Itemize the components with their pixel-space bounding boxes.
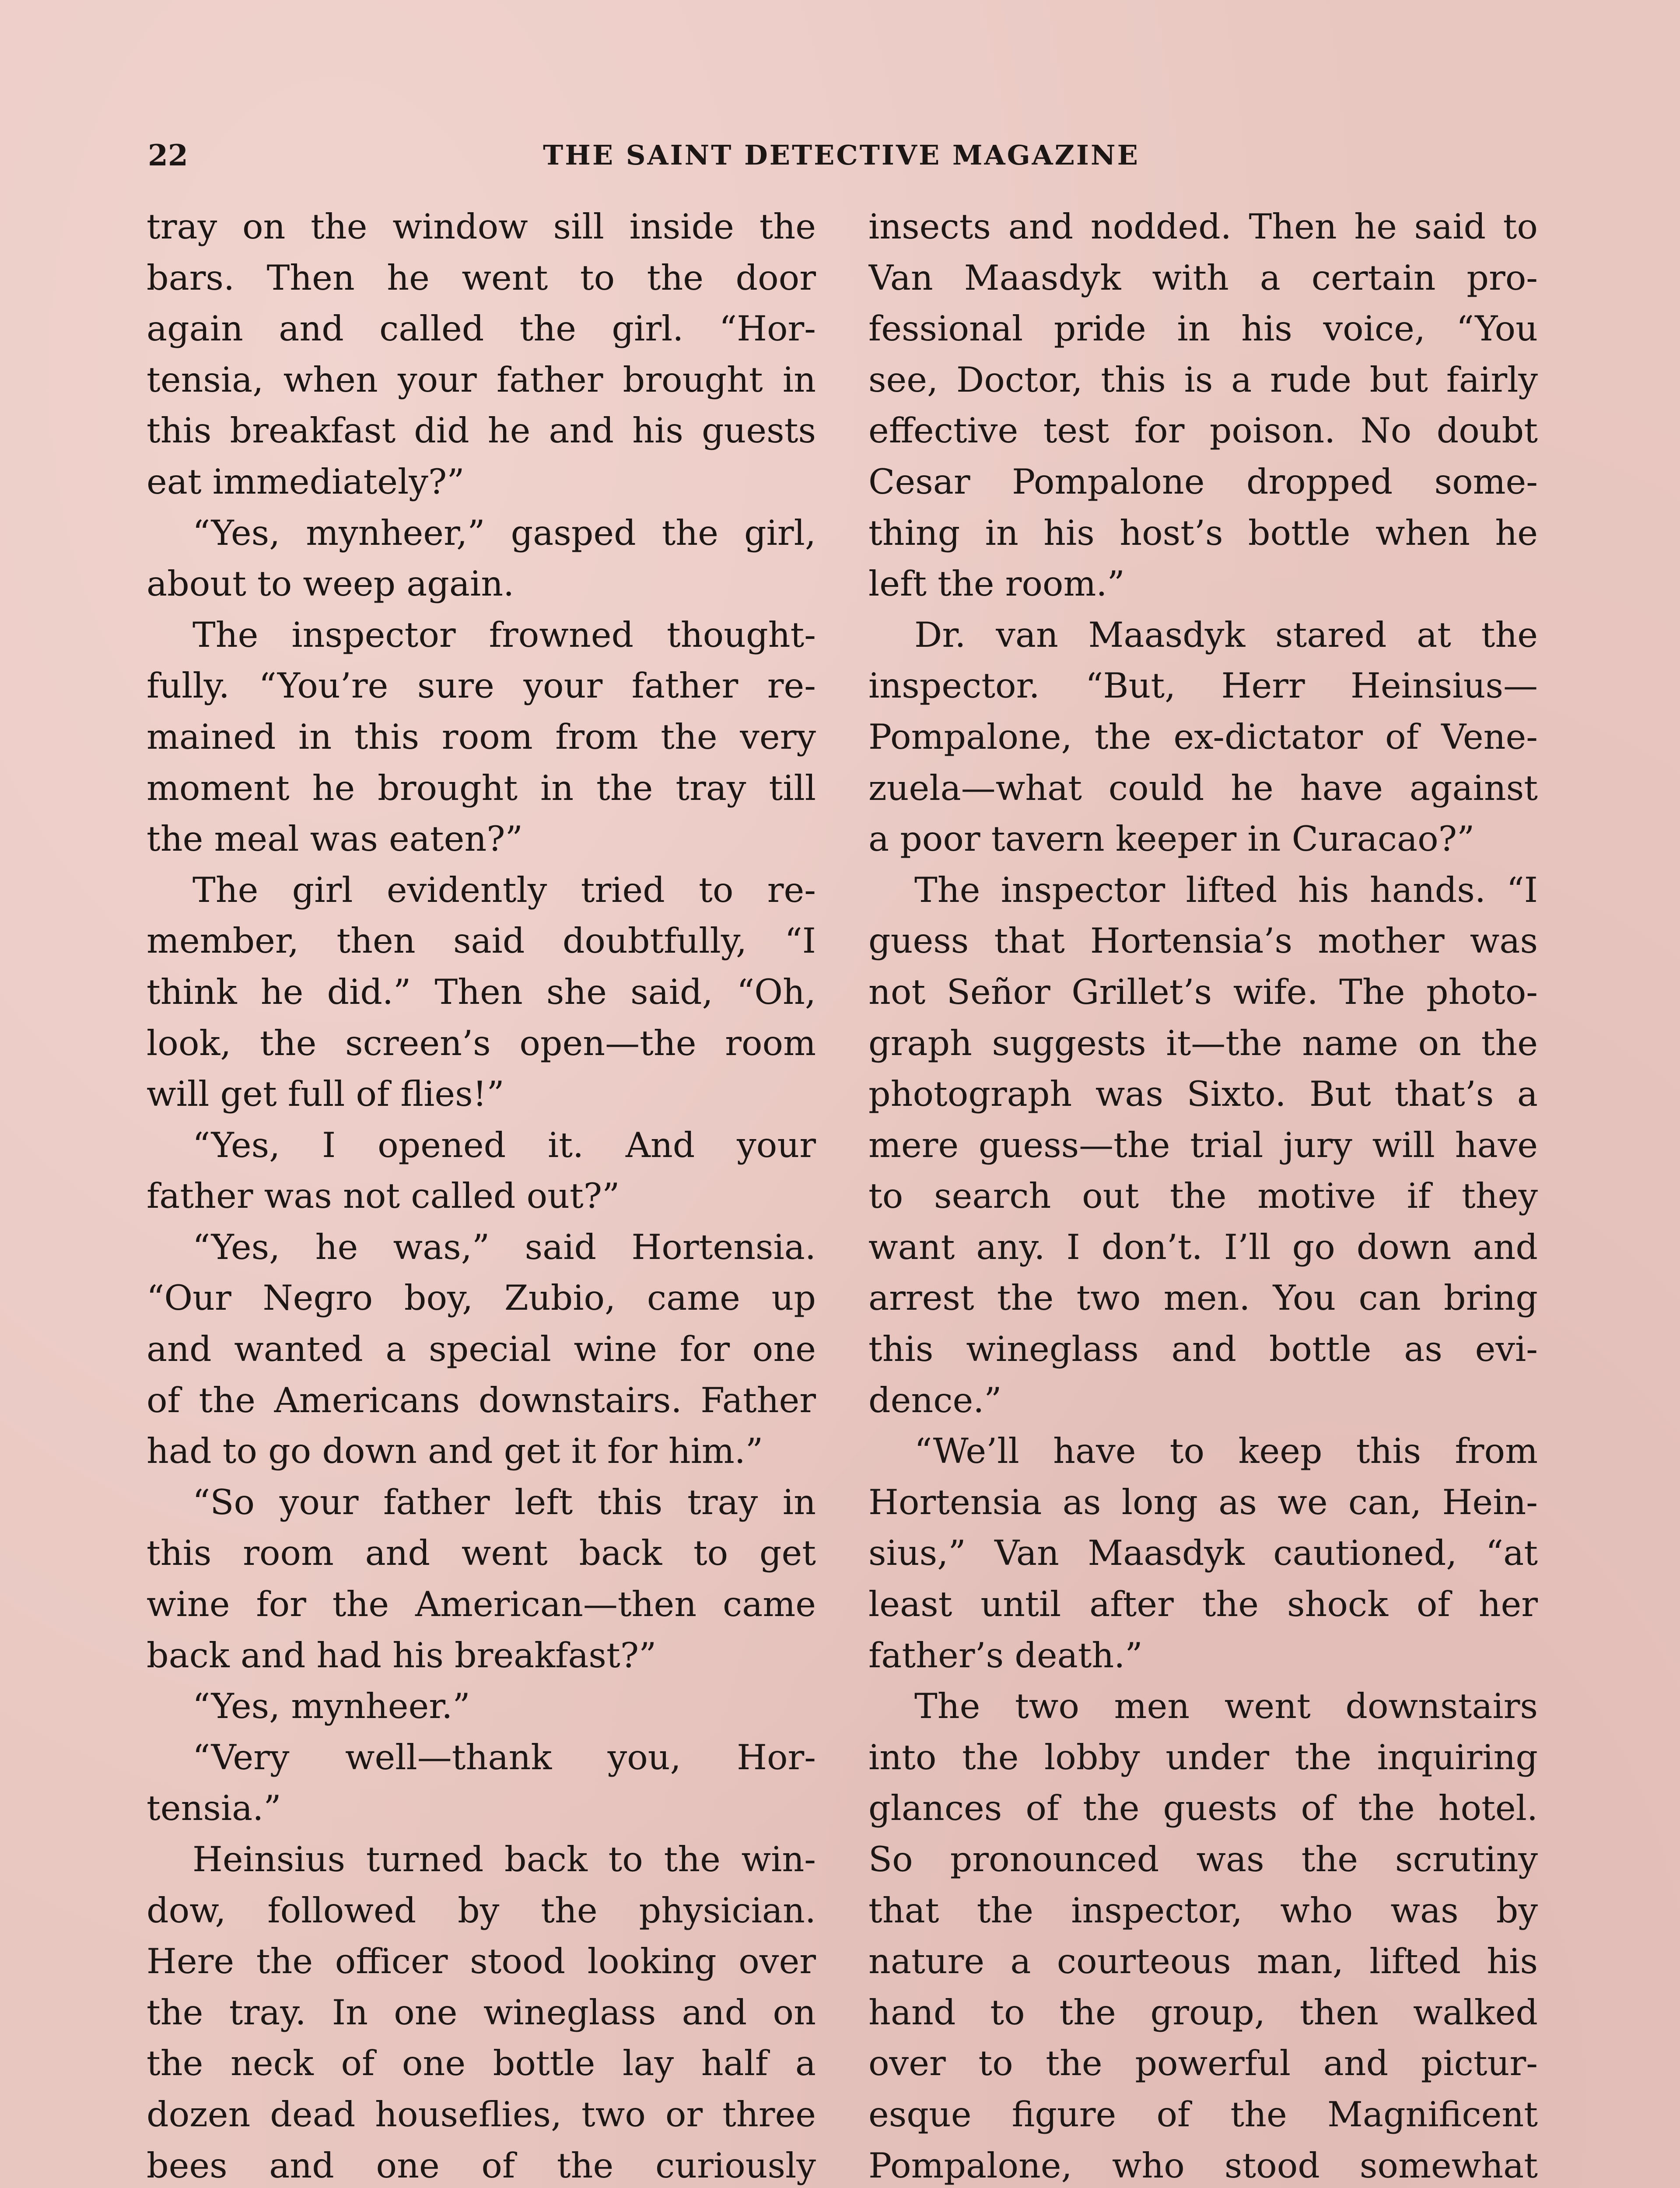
text-line: “Yes, mynheer,” gasped the girl, bbox=[192, 512, 816, 553]
text-line: “Yes, mynheer.” bbox=[192, 1686, 470, 1727]
text-line: The inspector frowned thought- bbox=[192, 614, 816, 655]
text-line: glances of the guests of the hotel. bbox=[868, 1788, 1538, 1829]
text-line: “So your father left this tray in bbox=[192, 1482, 816, 1522]
text-line: Van Maasdyk with a certain pro- bbox=[868, 257, 1538, 298]
text-line: again and called the girl. “Hor- bbox=[147, 309, 816, 349]
text-line: bees and one of the curiously bbox=[147, 2145, 816, 2186]
text-line: want any. I don’t. I’ll go down and bbox=[868, 1227, 1538, 1267]
text-line: father was not called out?” bbox=[147, 1176, 620, 1217]
running-head: THE SAINT DETECTIVE MAGAZINE bbox=[543, 139, 1140, 171]
text-line: member, then said doubtfully, “I bbox=[147, 921, 816, 961]
text-line: esque figure of the Magnificent bbox=[868, 2094, 1538, 2135]
text-line: fessional pride in his voice, “You bbox=[868, 309, 1538, 349]
text-line: inspector. “But, Herr Heinsius— bbox=[868, 666, 1538, 706]
text-line: zuela—what could he have against bbox=[868, 768, 1538, 808]
text-line: look, the screen’s open—the room bbox=[147, 1023, 816, 1063]
text-line: moment he brought in the tray till bbox=[147, 768, 816, 808]
text-line: “Yes, he was,” said Hortensia. bbox=[192, 1227, 816, 1267]
text-line: left the room.” bbox=[868, 564, 1125, 604]
text-line: least until after the shock of her bbox=[868, 1584, 1538, 1625]
text-line: fully. “You’re sure your father re- bbox=[147, 666, 816, 706]
text-line: Pompalone, the ex-dictator of Vene- bbox=[868, 716, 1538, 757]
text-line: will get full of flies!” bbox=[147, 1074, 504, 1115]
text-line: “Very well—thank you, Hor- bbox=[192, 1737, 816, 1778]
text-line: the neck of one bottle lay half a bbox=[147, 2043, 816, 2084]
text-line: arrest the two men. You can bring bbox=[868, 1278, 1538, 1318]
text-line: dow, followed by the physician. bbox=[147, 1890, 816, 1931]
text-line: Heinsius turned back to the win- bbox=[192, 1839, 816, 1879]
text-line: dozen dead houseflies, two or three bbox=[147, 2094, 816, 2135]
text-line: father’s death.” bbox=[868, 1635, 1143, 1676]
text-line: sius,” Van Maasdyk cautioned, “at bbox=[868, 1533, 1538, 1574]
text-line: into the lobby under the inquiring bbox=[868, 1737, 1538, 1778]
text-line: insects and nodded. Then he said to bbox=[868, 207, 1538, 247]
text-line: effective test for poison. No doubt bbox=[868, 410, 1538, 451]
text-line: tensia.” bbox=[147, 1788, 281, 1829]
text-line: eat immediately?” bbox=[147, 461, 465, 502]
text-line: back and had his breakfast?” bbox=[147, 1635, 657, 1676]
text-line: Dr. van Maasdyk stared at the bbox=[914, 614, 1538, 655]
text-line: mere guess—the trial jury will have bbox=[868, 1125, 1538, 1165]
text-line: “Our Negro boy, Zubio, came up bbox=[147, 1278, 816, 1318]
text-line: Here the officer stood looking over bbox=[147, 1941, 816, 1982]
text-line: thing in his host’s bottle when he bbox=[868, 512, 1538, 553]
text-line: not Señor Grillet’s wife. The photo- bbox=[868, 971, 1538, 1012]
text-line: graph suggests it—the name on the bbox=[868, 1023, 1538, 1063]
text-line: this wineglass and bottle as evi- bbox=[868, 1329, 1538, 1370]
text-line: over to the powerful and pictur- bbox=[868, 2043, 1538, 2084]
text-line: the tray. In one wineglass and on bbox=[147, 1992, 816, 2033]
page-number: 22 bbox=[148, 138, 188, 172]
text-line: to search out the motive if they bbox=[868, 1176, 1538, 1217]
text-line: this room and went back to get bbox=[147, 1533, 816, 1574]
text-line: The two men went downstairs bbox=[914, 1686, 1538, 1727]
text-line: The girl evidently tried to re- bbox=[192, 870, 816, 910]
text-line: nature a courteous man, lifted his bbox=[868, 1941, 1538, 1982]
text-line: “Yes, I opened it. And your bbox=[192, 1125, 816, 1165]
text-line: hand to the group, then walked bbox=[868, 1992, 1538, 2033]
text-line: bars. Then he went to the door bbox=[147, 257, 816, 298]
text-line: this breakfast did he and his guests bbox=[147, 410, 816, 451]
text-line: wine for the American—then came bbox=[147, 1584, 816, 1625]
text-line: Hortensia as long as we can, Hein- bbox=[868, 1482, 1538, 1522]
text-line: Pompalone, who stood somewhat bbox=[868, 2145, 1538, 2186]
right-text-column bbox=[868, 201, 1538, 2188]
text-line: tensia, when your father brought in bbox=[147, 359, 816, 400]
text-line: The inspector lifted his hands. “I bbox=[914, 870, 1538, 910]
page-header bbox=[148, 131, 1535, 179]
text-line: mained in this room from the very bbox=[147, 716, 816, 757]
text-line: tray on the window sill inside the bbox=[147, 207, 816, 247]
text-line: a poor tavern keeper in Curacao?” bbox=[868, 819, 1475, 859]
text-line: “We’ll have to keep this from bbox=[914, 1431, 1538, 1472]
text-line: So pronounced was the scrutiny bbox=[868, 1839, 1538, 1879]
text-line: think he did.” Then she said, “Oh, bbox=[147, 971, 816, 1012]
text-line: guess that Hortensia’s mother was bbox=[868, 921, 1538, 961]
text-line: and wanted a special wine for one bbox=[147, 1329, 816, 1370]
text-line: that the inspector, who was by bbox=[868, 1890, 1538, 1931]
text-line: photograph was Sixto. But that’s a bbox=[868, 1074, 1538, 1115]
text-line: had to go down and get it for him.” bbox=[147, 1431, 763, 1472]
text-line: about to weep again. bbox=[147, 564, 514, 604]
text-line: dence.” bbox=[868, 1380, 1002, 1420]
text-line: Cesar Pompalone dropped some- bbox=[868, 461, 1538, 502]
left-text-column bbox=[147, 201, 816, 2188]
text-line: of the Americans downstairs. Father bbox=[147, 1380, 816, 1420]
text-line: see, Doctor, this is a rude but fairly bbox=[868, 359, 1538, 400]
text-line: the meal was eaten?” bbox=[147, 819, 523, 859]
